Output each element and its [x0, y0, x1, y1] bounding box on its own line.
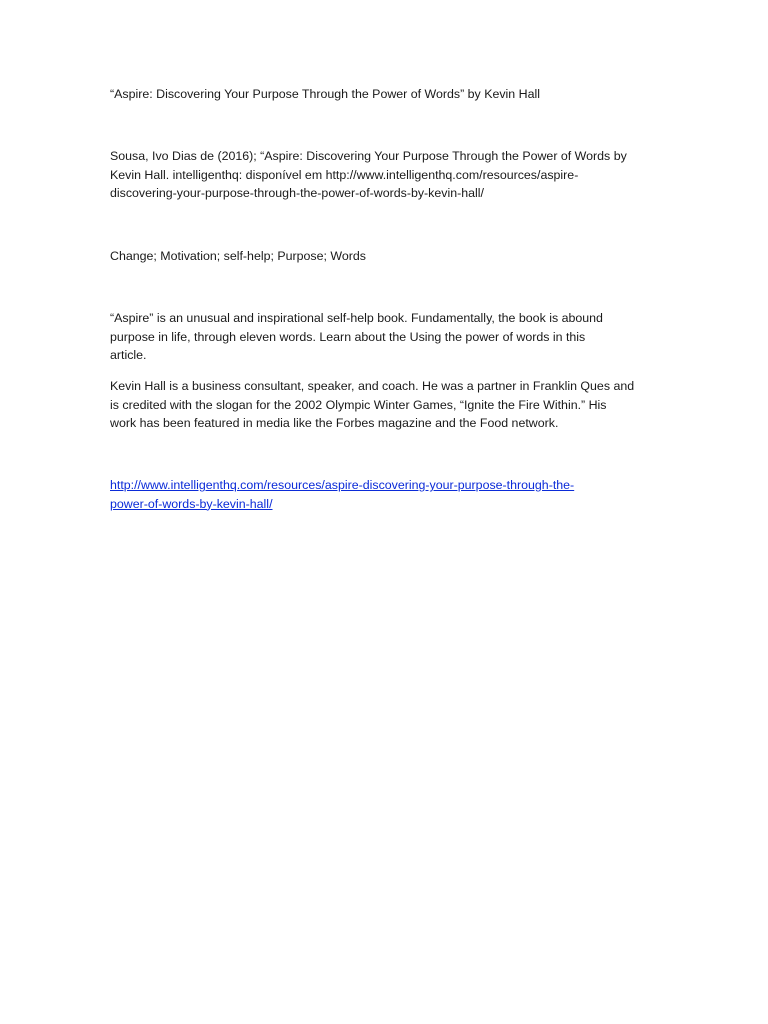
link-paragraph	[110, 476, 655, 513]
document-title: “Aspire: Discovering Your Purpose Through the Power of Words” by Kevin Hall	[110, 87, 540, 101]
author-bio-paragraph: Kevin Hall is a business consultant, speaker, and coach. He was a partner in Franklin Ques and is credited with the slogan for the 2002 Olympic Winter Games, “Ignite the Fire Within.” His work has been featured in media like the Forbes magazine and the Food network.	[110, 379, 635, 431]
keywords-line: Change; Motivation; self-help; Purpose; Words	[110, 249, 366, 263]
summary-paragraph: “Aspire” is an unusual and inspirational self-help book. Fundamentally, the book is abound purpose in life, through eleven words. Learn about the Using the power of words in this article.	[110, 311, 603, 363]
citation-paragraph: Sousa, Ivo Dias de (2016); “Aspire: Discovering Your Purpose Through the Power of Words by Kevin Hall. intelligenthq: disponível em http://www.intelligenthq.com/resources/aspire- discovering-your-purpose-through-the-power-of-words-by-kevin-hall/	[110, 149, 627, 201]
source-link[interactable]: http://www.intelligenthq.com/resources/aspire-discovering-your-purpose-through-the- power-of-words-by-kevin-hall/	[110, 478, 575, 511]
